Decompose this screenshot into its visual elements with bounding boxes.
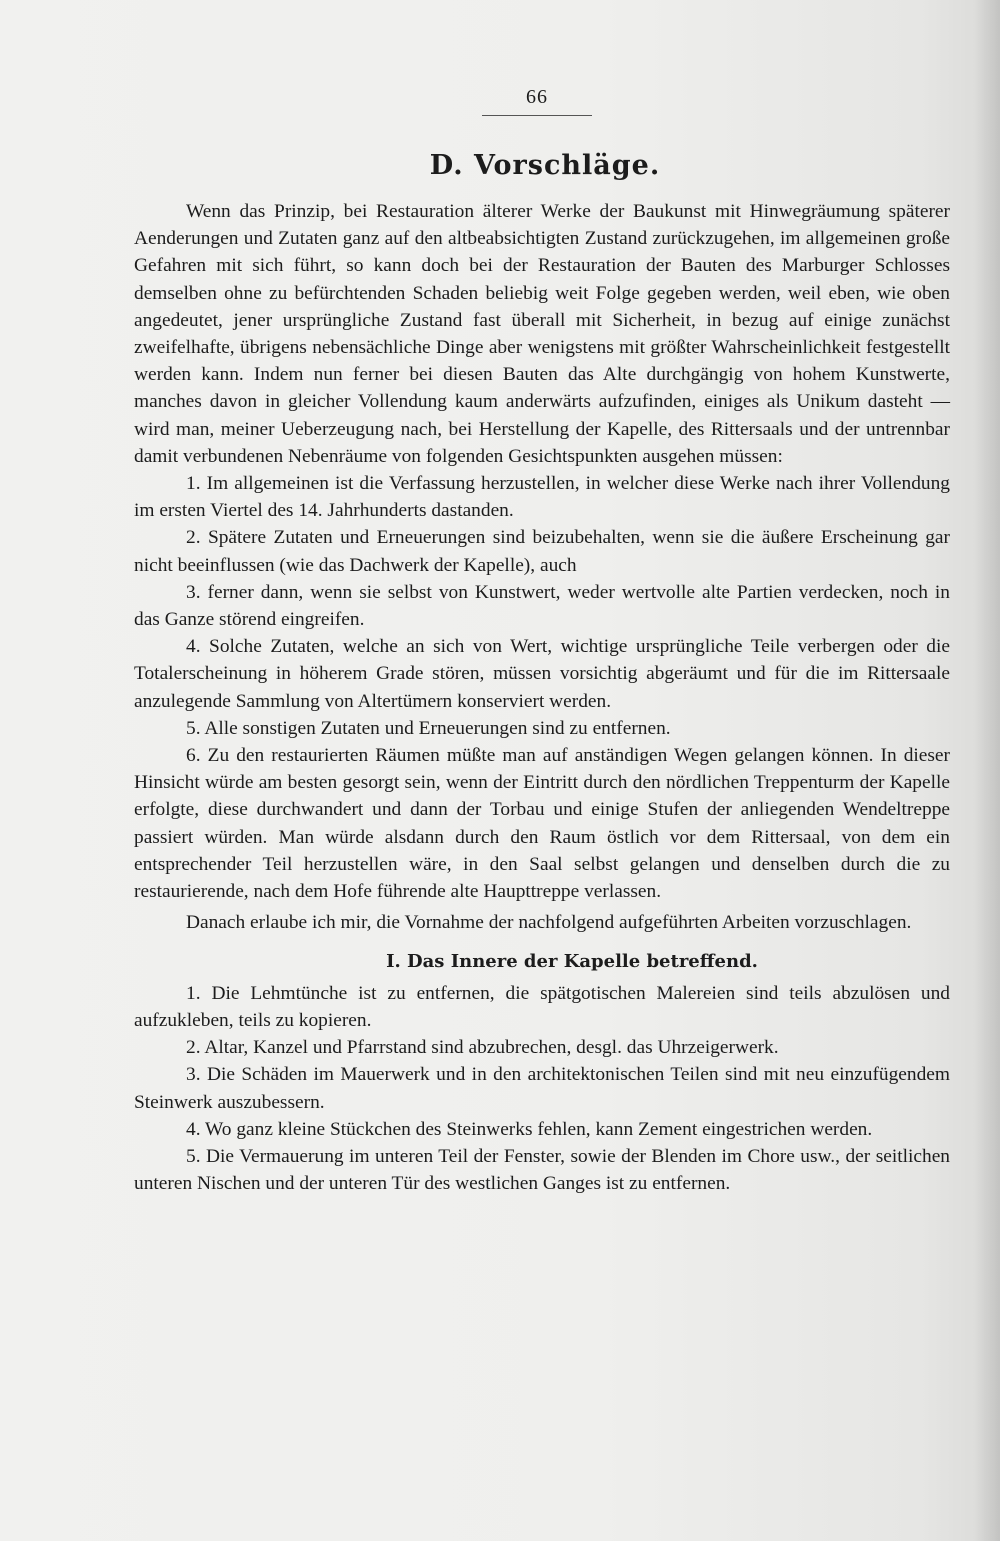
section-title: D. Vorschläge. [429,150,661,181]
point-5: 5. Alle sonstigen Zutaten und Erneuerungen sind zu entfernen. [186,717,671,739]
point-3: 3. ferner dann, wenn sie selbst von Kunstwert, weder wertvolle alte Partien verdecken, noch in das Ganze störend eingreifen. [134,581,950,631]
work-item-4: 4. Wo ganz kleine Stückchen des Steinwerks fehlen, kann Zement eingestrichen werden. [186,1118,873,1140]
transition-paragraph: Danach erlaube ich mir, die Vornahme der nachfolgend aufgeführten Arbeiten vorzuschlagen. [186,912,912,934]
work-item-1: 1. Die Lehmtünche ist zu entfernen, die spätgotischen Malereien sind teils abzulösen und aufzukleben, teils zu kopieren. [134,982,950,1031]
subsection-title: I. Das Innere der Kapelle betreffend. [386,951,758,973]
work-item-2: 2. Altar, Kanzel und Pfarrstand sind abzubrechen, desgl. das Uhrzeigerwerk. [186,1037,779,1059]
point-1: 1. Im allgemeinen ist die Verfassung herzustellen, in welcher diese Werke nach ihrer Vollendung im ersten Viertel des 14. Jahrhunderts dastanden. [134,473,950,522]
work-item-3: 3. Die Schäden im Mauerwerk und in den architektonischen Teilen sind mit neu einzufügendem Steinwerk auszubessern. [134,1064,950,1113]
point-6: 6. Zu den restaurierten Räumen müßte man auf anständigen Wegen gelangen können. In dieser Hinsicht würde am besten gesorgt sein, wenn der Eintritt durch den nördlichen Treppenturm der Kapelle erfolgte, diese durchwandert und dann der Torbau und einige Stufen der anliegenden Wendeltreppe passiert würden. Man würde alsdann durch den Raum östlich vor dem Rittersaal, von dem ein entsprechender Teil herzustellen wäre, in den Saal selbst gelangen und denselben durch die zu restaurierende, nach dem Hofe führende alte Haupttreppe verlassen. [134,745,950,903]
page-edge-shadow [974,0,1000,1541]
point-2: 2. Spätere Zutaten und Erneuerungen sind beizubehalten, wenn sie die äußere Erscheinung gar nicht beeinflussen (wie das Dachwerk der Kapelle), auch [134,527,950,576]
point-4: 4. Solche Zutaten, welche an sich von Wert, wichtige ursprüngliche Teile verbergen oder die Totalerscheinung in höherem Grade stören, müssen vorsichtig abgeräumt und für die im Rittersaale anzulegende Sammlung von Altertümern konserviert werden. [134,636,950,712]
body-text [134,198,950,1197]
page-number: 66 [482,86,592,116]
work-item-5: 5. Die Vermauerung im unteren Teil der Fenster, sowie der Blenden im Chore usw., der seitlichen unteren Nischen und der unteren Tür des westlichen Ganges ist zu entfernen. [134,1145,950,1195]
intro-paragraph: Wenn das Prinzip, bei Restauration älterer Werke der Baukunst mit Hinwegräumung späterer Aenderungen und Zutaten ganz auf den altbeabsichtigten Zustand zurückzugehen, im allgemeinen große Gefahren mit sich führt, so kann doch bei der Restauration der Bauten des Marburger Schlosses demselben ohne zu befürchtenden Schaden beliebig weit Folge gegeben werden, weil eben, wie oben angedeutet, jener ursprüngliche Zustand fast überall mit Sicherheit, in bezug auf einige zunächst zweifelhafte, übrigens nebensächliche Dinge aber wenigstens mit größter Wahrscheinlichkeit festgestellt werden kann. Indem nun ferner bei diesen Bauten das Alte durchgängig von hohem Kunstwerte, manches davon in gleicher Vollendung kaum anderwärts aufzufinden, einiges als Unikum dasteht — wird man, meiner Ueberzeugung nach, bei Herstellung der Kapelle, des Rittersaals und der untrennbar damit verbundenen Nebenräume von folgenden Gesichtspunkten ausgehen müssen: [134,201,950,467]
